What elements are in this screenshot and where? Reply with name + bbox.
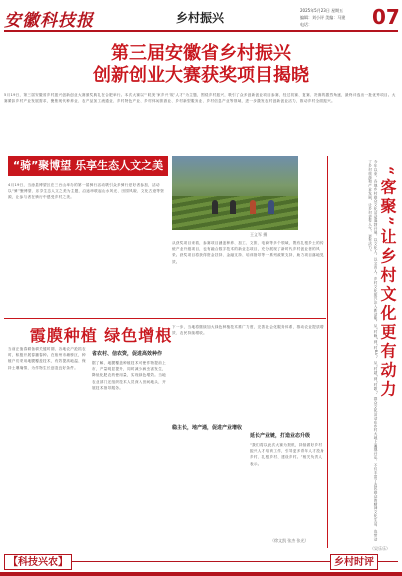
photo-figure [230, 200, 236, 214]
paper-name: 安徽科技报 [4, 11, 94, 31]
column-divider [327, 156, 328, 548]
story-body-3: 4月19日，当涂县博望区在三台山举办的第一届骑行活动吸引众多骑行爱好者参加，活动以“骑”聚博望、乐享生态人文之美为主题，沿途串联起山水风光、田园风貌、文化古迹等资源，让参与者在骑行中感受乡村之美。 [8, 183, 165, 200]
commentary-column [330, 160, 398, 542]
photo-figure [268, 200, 274, 214]
story-subhead: “骑”聚博望 乐享生态人文之美 [8, 156, 168, 176]
footer-tag-tech: 【科技兴农】 [4, 554, 72, 570]
commentary-credit: （吴乐乐） [370, 546, 390, 551]
masthead [4, 4, 398, 32]
article-body-4: “我们将以此次大赛为契机，持续做好乡村振兴人才培育工作，引导更多青年人才投身乡村、扎根乡村、建设乡村。”相关负责人表示。 [250, 443, 324, 466]
article-subhead-1: 省农村、信农资，促进高效种作 [92, 351, 163, 357]
story-body-2: 从获奖项目来看，参赛项目涵盖种养、加工、文旅、电商等多个领域，既有扎根乡土的传统产业升级项目，也有融合数字技术的新业态项目，充分展现了新时代乡村创业者的风采。获奖项目将获得资金扶持、金融支持、培训指导等一系列政策支持，助力项目落地见效。 [172, 241, 324, 264]
article-subhead-3: 延长产业链，打造业态升级 [250, 433, 311, 439]
section-divider [4, 318, 326, 319]
photo-figure [212, 200, 218, 214]
article-body-3: 下一步，当地将继续加大绿色种植技术推广力度，完善社会化服务体系，推动农业提质增效、农民持续增收。 [172, 325, 324, 336]
story-photo [172, 156, 298, 230]
photo-figure [250, 200, 256, 214]
story-body-1: 5月19日，第三届安徽省乡村振兴创新创业大赛颁奖典礼在合肥举行。本次大赛以“‘皖美’家乡兴‘皖’人才”为主题，围绕乡村振兴，吸引了众多创新创业项目参赛，经过初赛、复赛、决赛的激烈角逐，最终评选出一批优秀项目。大赛紧扣乡村产业发展需求，聚焦现代种养业、农产品加工流通业、乡村特色产业、乡村休闲旅游业、乡村新型服务业、乡村信息产业等领域，进一步激发农村创新创业活力，推动乡村全面振兴。 [4, 93, 396, 104]
article-body-2: 据了解，地膜覆盖种植技术可使作物提前上市，产量明显提升，同时减少病虫害发生，降低化肥农药使用量，实现绿色增效。当地农业部门还组织技术人员深入田间地头，开展技术指导服务。 [92, 361, 166, 390]
article-title: 霞膜种植 绿色增根 [29, 326, 173, 345]
section-title: 乡村振兴 [176, 11, 225, 25]
issue-meta-line: 2025年5月23日 星期五 [300, 8, 344, 13]
article-body-1: 当前正值春耕备耕关键时期，各地农户抢抓农时，积极开展春播春种。在宿州市埇桥区，种植户们采用地膜覆盖技术，有效提高地温、保持土壤墒情，为作物生长创造良好条件。 [8, 347, 86, 370]
page-headline [0, 43, 402, 87]
issue-meta [300, 7, 370, 28]
issue-meta-line: 编辑：刘小评 美编：马建 [300, 15, 346, 20]
headline-line-1: 第三届安徽省乡村振兴 [111, 43, 291, 64]
article-credit: （徐文凯 张杰 张光） [270, 538, 309, 543]
footer-tag-commentary: 乡村时评 [330, 554, 378, 570]
article-subhead-2: 稳主长，地产通，促进产业增收 [172, 425, 243, 431]
page-number: 07 [372, 5, 400, 29]
issue-meta-line: 电话： [300, 22, 312, 27]
commentary-body: 今年以来，各地乡村群众文化活动蓬勃开展，以文化人、以文育人，乡村文化振兴注入新动能。从“村晚”到“村BA”，从“村超”到“村歌”，群众文化活动在乡村大地上遍地开花，不仅丰富了农民群众的精神文化生活，也带动了乡村旅游和产业发展，让乡村更有人气、更有活力。 [368, 160, 378, 542]
footer-bar [0, 572, 402, 576]
headline-line-2: 创新创业大赛获奖项目揭晓 [93, 65, 309, 86]
photo-caption: 王义军 摄 [250, 232, 268, 237]
commentary-title: “客聚”让乡村文化更有动力 [378, 166, 397, 400]
